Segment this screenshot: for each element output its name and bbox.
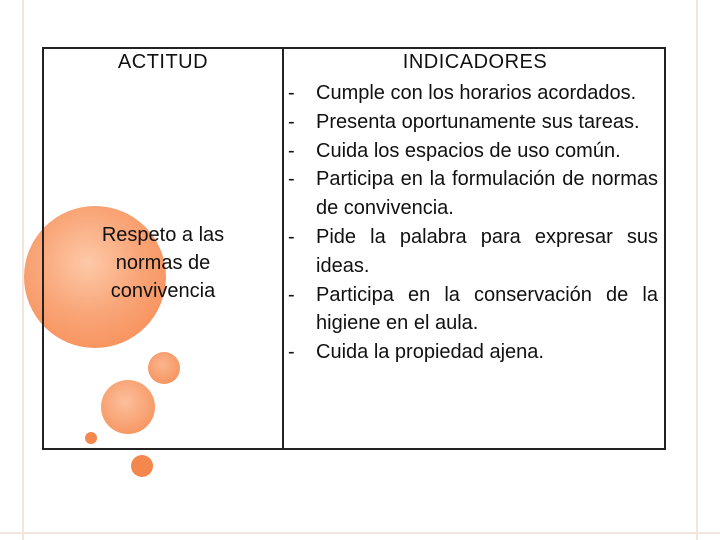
indicator-bullet: - (288, 139, 295, 162)
attitude-line: Respeto a las (101, 224, 225, 246)
indicator-bullet: - (288, 283, 295, 306)
indicator-text: Cuida la propiedad ajena. (316, 341, 544, 364)
header-attitude: ACTITUD (117, 51, 209, 73)
indicator-item (288, 223, 658, 281)
attitude-indicators-table (42, 47, 666, 450)
header-indicators: INDICADORES (402, 51, 548, 73)
indicator-item (288, 79, 658, 108)
indicator-text: Cuida los espacios de uso común. (316, 139, 621, 162)
indicator-text: Cumple con los horarios acordados. (316, 82, 637, 104)
indicator-item (288, 137, 658, 166)
indicator-text: Pide la palabra para expresar sus ideas. (316, 225, 658, 277)
indicator-text: Presenta oportunamente sus tareas. (316, 110, 640, 133)
indicator-item (288, 165, 658, 223)
attitude-line: convivencia (110, 280, 216, 302)
indicator-bullet: - (288, 82, 295, 104)
frame-line-right (696, 0, 698, 540)
indicator-item (288, 108, 658, 137)
indicator-bullet: - (288, 168, 295, 191)
indicator-text: Participa en la conservación de la higiene en el aula. (316, 283, 658, 335)
indicator-item (288, 338, 658, 367)
column-separator (282, 49, 284, 448)
attitude-cell (44, 221, 282, 305)
indicator-bullet: - (288, 110, 295, 133)
indicator-bullet: - (288, 341, 295, 364)
indicator-bullet: - (288, 225, 295, 248)
indicator-item (288, 281, 658, 339)
indicator-text: Participa en la formulación de normas de convivencia. (316, 168, 658, 220)
indicators-list (288, 79, 658, 367)
decor-circle-small (131, 455, 153, 477)
frame-line-bottom (0, 532, 720, 534)
attitude-line: normas de (115, 252, 211, 274)
